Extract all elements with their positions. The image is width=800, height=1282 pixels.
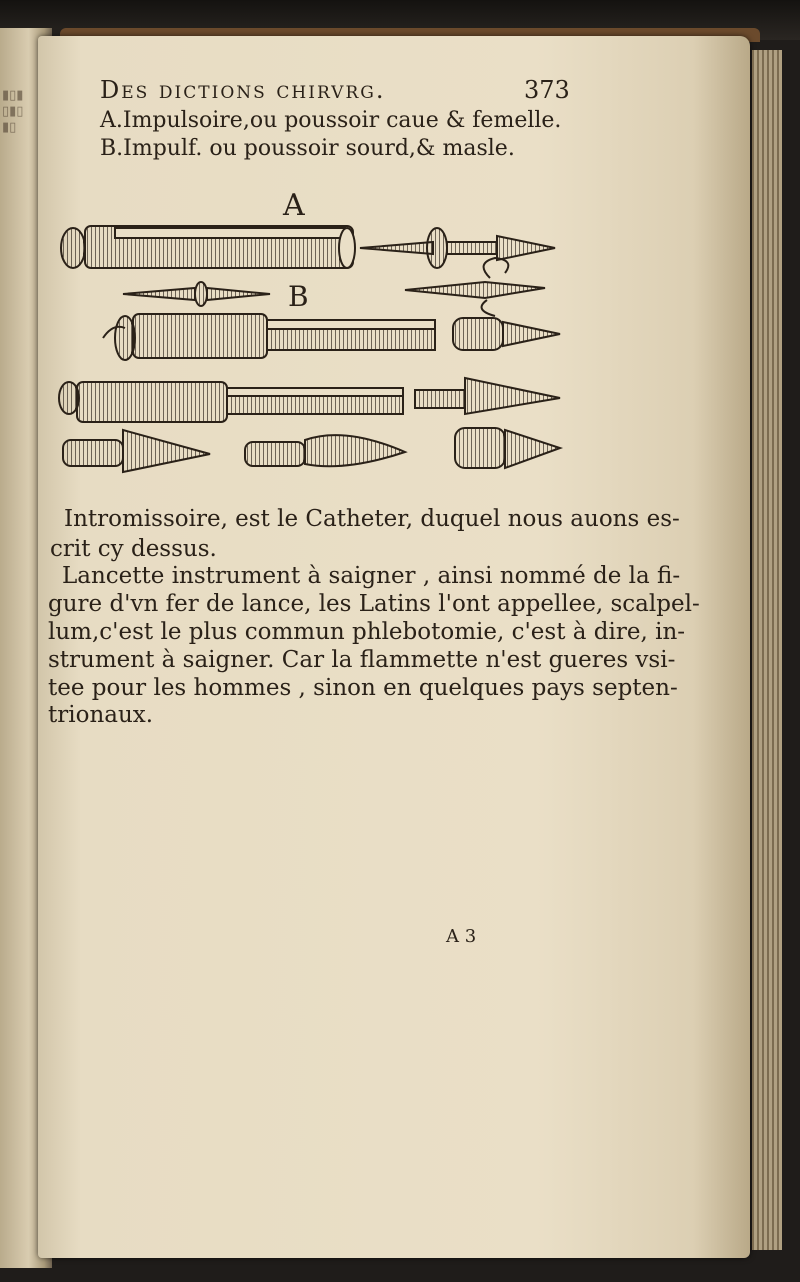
impulsoire-solid-tube — [103, 314, 435, 360]
impulsoire-hook-piece — [405, 258, 545, 316]
body-line-1: Intromissoire, est le Catheter, duquel nous auons es- — [64, 506, 680, 532]
page-number: 373 — [524, 76, 570, 104]
body-line-6: strument à saigner. Car la flammette n'est gueres vsi- — [48, 647, 676, 673]
caption-line-b: B.Impulf. ou poussoir sourd,& masle. — [100, 136, 515, 161]
lancet-tip-3 — [455, 428, 560, 468]
impulsoire-female-head — [360, 228, 555, 268]
body-line-4: gure d'vn fer de lance, les Latins l'ont appellee, scalpel- — [48, 591, 700, 617]
running-header: Des dictions chirvrg. — [100, 76, 386, 104]
lancet-tip-1 — [63, 430, 210, 472]
figure-label-a: A — [283, 188, 305, 223]
body-line-7: tee pour les hommes , sinon en quelques pays septen- — [48, 675, 678, 701]
page-stack-edge — [752, 50, 782, 1250]
tube-spear-head — [415, 378, 560, 414]
caption-line-a: A.Impulsoire,ou poussoir caue & femelle. — [100, 108, 562, 133]
body-line-8: trionaux. — [48, 702, 154, 728]
impulsoire-small-spear — [123, 282, 270, 306]
body-line-5: lum,c'est le plus commun phlebotomie, c'est à dire, in- — [48, 619, 686, 645]
long-tube — [59, 382, 403, 422]
facing-page-bleed: ▮▯▮ ▯▮▯ ▮▯ — [2, 88, 24, 135]
impulsoire-male-head — [453, 318, 560, 350]
lancet-tip-2 — [245, 435, 405, 466]
figure-label-b: B — [288, 280, 309, 313]
body-line-2: crit cy dessus. — [50, 536, 217, 562]
signature-mark: A 3 — [446, 926, 477, 947]
surgical-instruments-woodcut — [55, 218, 565, 480]
body-line-3: Lancette instrument à saigner , ainsi nommé de la fi- — [62, 563, 681, 589]
impulsoire-hollow-tube — [61, 226, 355, 268]
